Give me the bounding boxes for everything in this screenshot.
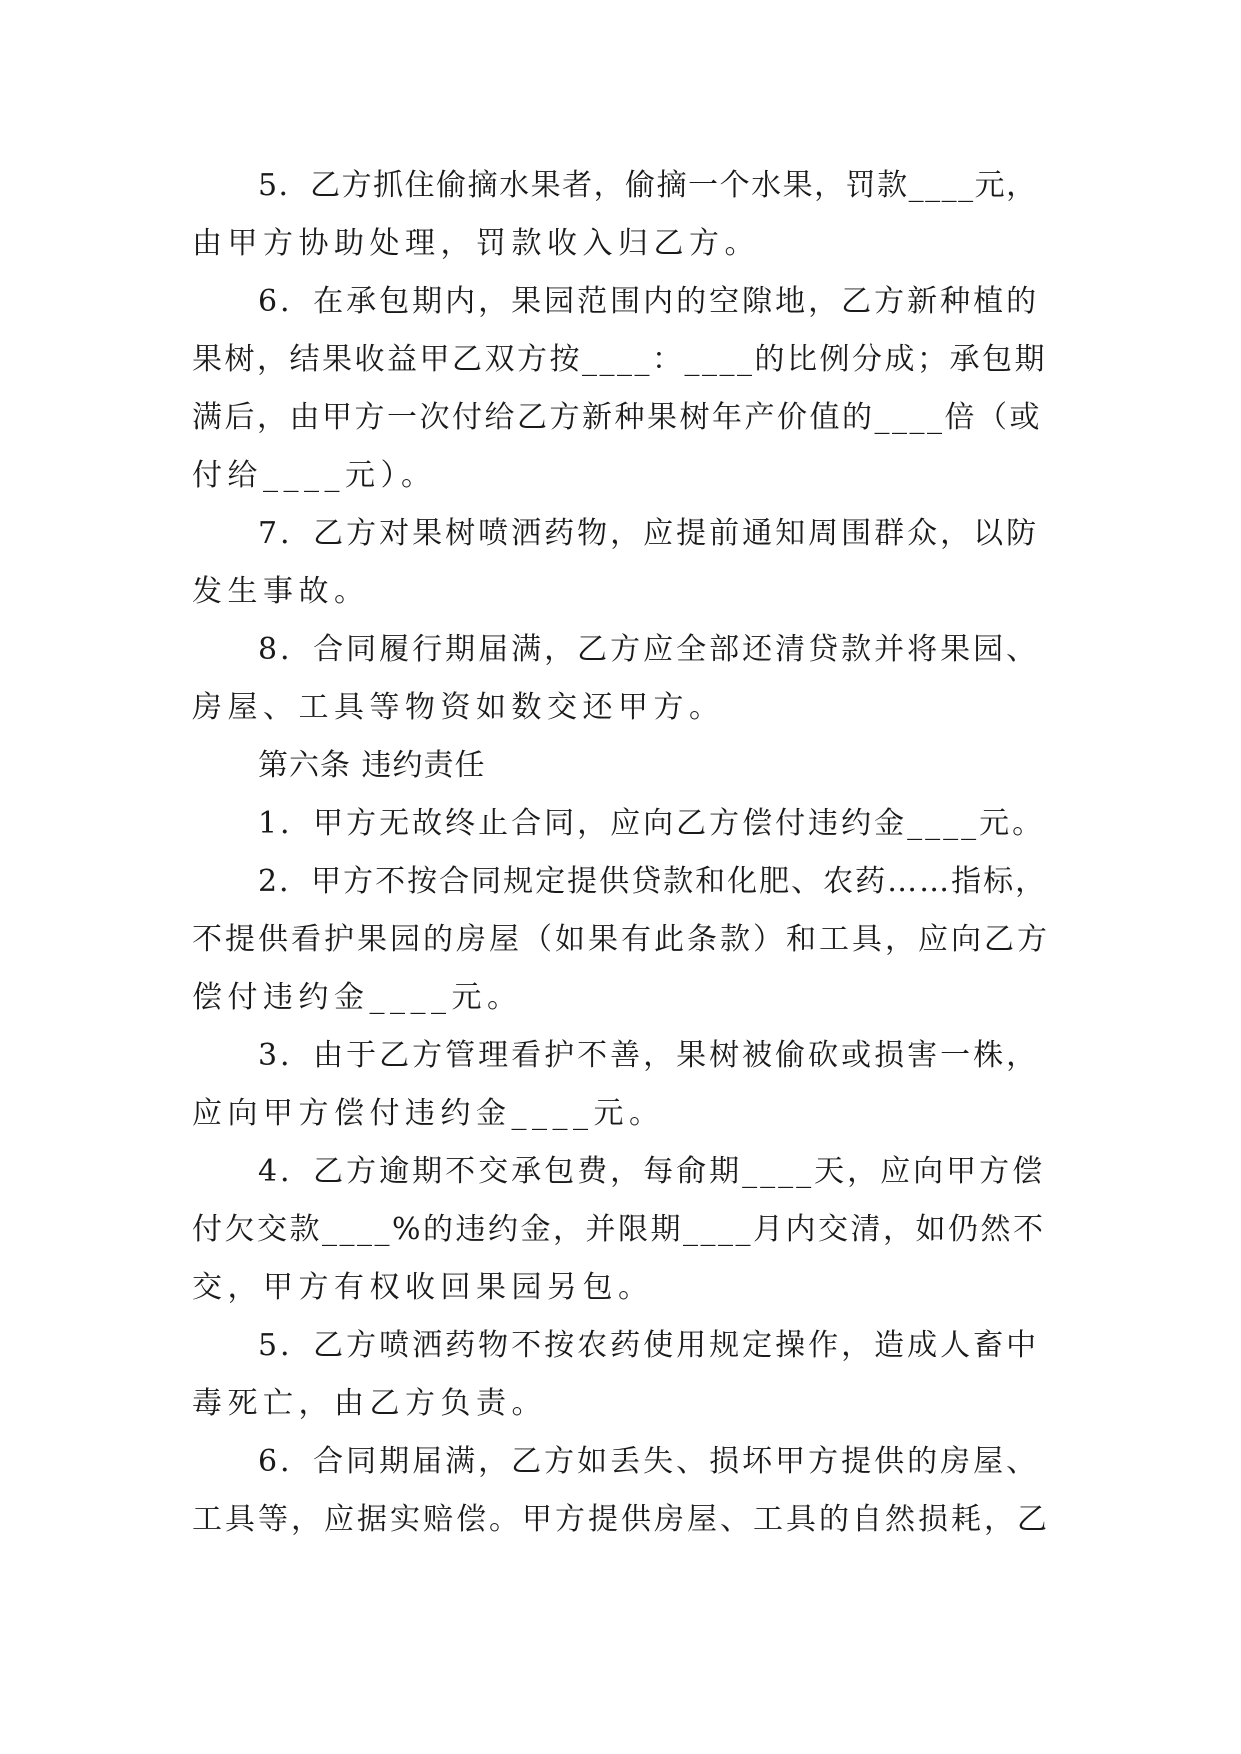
breach-1-line-1: 1．甲方无故终止合同，应向乙方偿付违约金____元。 [258,806,1046,841]
clause-5-line-1: 5．乙方抓住偷摘水果者，偷摘一个水果，罚款____元， [258,168,1038,203]
clause-6-line-1: 6．在承包期内，果园范围内的空隙地，乙方新种植的 [258,284,1040,319]
clause-5-line-2: 由甲方协助处理，罚款收入归乙方。 [192,226,760,261]
breach-4-line-3: 交，甲方有权收回果园另包。 [192,1270,654,1305]
breach-4-line-2: 付欠交款____%的违约金，并限期____月内交清，如仍然不 [192,1212,1046,1247]
breach-3-line-2: 应向甲方偿付违约金____元。 [192,1096,665,1131]
breach-5-line-1: 5．乙方喷洒药物不按农药使用规定操作，造成人畜中 [258,1328,1040,1363]
breach-2-line-2: 不提供看护果园的房屋（如果有此条款）和工具，应向乙方 [192,922,1050,957]
section-heading: 第六条 违约责任 [258,748,486,783]
clause-6-line-4: 付给____元）。 [192,458,437,493]
breach-4-line-1: 4．乙方逾期不交承包费，每俞期____天，应向甲方偿 [258,1154,1046,1189]
breach-2-line-1: 2．甲方不按合同规定提供贷款和化肥、农药……指标， [258,864,1048,899]
clause-6-line-2: 果树，结果收益甲乙双方按____：____的比例分成；承包期 [192,342,1047,377]
clause-7-line-2: 发生事故。 [192,574,370,609]
breach-3-line-1: 3．由于乙方管理看护不善，果树被偷砍或损害一株， [258,1038,1040,1073]
breach-5-line-2: 毒死亡，由乙方负责。 [192,1386,547,1421]
breach-6-line-2: 工具等，应据实赔偿。甲方提供房屋、工具的自然损耗，乙 [192,1502,1050,1537]
clause-7-line-1: 7．乙方对果树喷洒药物，应提前通知周围群众，以防 [258,516,1040,551]
clause-8-line-2: 房屋、工具等物资如数交还甲方。 [192,690,725,725]
breach-2-line-3: 偿付违约金____元。 [192,980,523,1015]
breach-6-line-1: 6．合同期届满，乙方如丢失、损坏甲方提供的房屋、 [258,1444,1040,1479]
clause-8-line-1: 8．合同履行期届满，乙方应全部还清贷款并将果园、 [258,632,1040,667]
clause-6-line-3: 满后，由甲方一次付给乙方新种果树年产价值的____倍（或 [192,400,1042,435]
